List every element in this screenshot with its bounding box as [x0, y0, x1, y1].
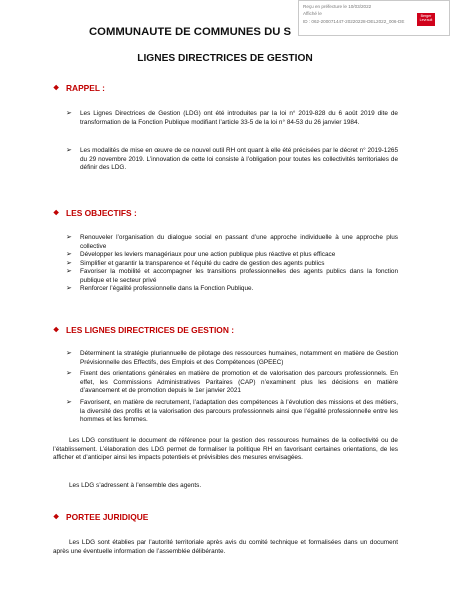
arrow-bullet-icon: ➢ — [66, 285, 72, 292]
rappel-list — [66, 147, 398, 173]
diamond-bullet-icon: ❖ — [53, 514, 60, 521]
arrow-bullet-icon: ➢ — [66, 234, 72, 241]
section-heading-text: LES OBJECTIFS : — [66, 208, 137, 218]
section-heading-text: LES LIGNES DIRECTRICES DE GESTION : — [66, 325, 234, 335]
diamond-bullet-icon: ❖ — [53, 327, 60, 334]
arrow-bullet-icon: ➢ — [66, 370, 72, 377]
list-item: ➢ Les Lignes Directrices de Gestion (LDG) ont été introduites par la loi n° 2019-828 du 6 août 2019 dite de transformation de la Fonction Publique modifiant l’article 33-5 de la loi n° 84-53 du 26 janvier 1984. — [66, 110, 398, 126]
arrow-bullet-icon: ➢ — [66, 110, 72, 117]
diamond-bullet-icon: ❖ — [53, 210, 60, 217]
list-item: ➢ Favorisent, en matière de recrutement, l’adaptation des compétences à l’évolution des missions et des métiers, la diversité des profils et la valorisation des parcours professionnels ainsi que l’égalité professionnelle entre les hommes et les femmes. — [66, 399, 398, 423]
document-title: COMMUNAUTE DE COMMUNES DU S — [89, 26, 292, 38]
list-item: ➢ Simplifier et garantir la transparence et l’équité du cadre de gestion des agents publics — [66, 259, 325, 267]
stamp-received-line: Reçu en préfecture le 10/03/2022 — [303, 4, 372, 9]
section-heading-rappel — [53, 83, 105, 93]
ldg-text-with-sup: Fixent des orientations générales en matière de promotion et de valorisation des parcours professionnels. En effet, les Commissions Administratives Paritaires (CAP) n’examinent plus les décisions en matière d’avancement et de promotion depuis le 1er janvier 2021 — [80, 370, 398, 394]
lignes-list — [66, 350, 398, 367]
prefecture-stamp — [298, 0, 450, 36]
berger-levrault-logo: Berger Levrault — [417, 13, 435, 26]
objectifs-list — [66, 234, 398, 294]
arrow-bullet-icon: ➢ — [66, 259, 72, 267]
ldg-audience-paragraph: Les LDG s’adressent à l’ensemble des agents. — [69, 482, 202, 489]
list-item — [66, 370, 398, 396]
stamp-posted-line: Affiché le — [303, 11, 322, 17]
lignes-list — [66, 399, 398, 425]
arrow-bullet-icon: ➢ — [66, 251, 72, 258]
list-item: ➢ Les modalités de mise en œuvre de ce nouvel outil RH ont quant à elle été précisées par le décret n° 2019-1265 du 29 novembre 2019. L’innovation de cette loi consiste à l’obligation pour toutes les collectivités territoriales de définir des LDG. — [66, 147, 399, 171]
list-item: ➢ Renforcer l’égalité professionnelle dans la Fonction Publique. — [66, 285, 254, 292]
arrow-bullet-icon: ➢ — [66, 147, 72, 154]
ldg-reference-paragraph: Les LDG constituent le document de référence pour la gestion des ressources humaines de la collectivité ou de l’établissement. L’élaboration des LDG permet de formaliser la politique RH en favorisant certaines orientations, de les afficher et d’anticiper ainsi les impacts potentiels et prévisibles des mesures envisagées. — [53, 437, 398, 461]
section-heading-objectifs — [53, 208, 137, 218]
arrow-bullet-icon: ➢ — [66, 350, 72, 357]
section-heading-text: RAPPEL : — [66, 83, 105, 93]
list-item: ➢ Renouveler l’organisation du dialogue social en passant d’une approche individuelle à une approche plus collective — [66, 234, 398, 250]
arrow-bullet-icon: ➢ — [66, 268, 72, 275]
section-heading-text: PORTEE JURIDIQUE — [66, 512, 149, 522]
section-heading-portee-juridique — [53, 512, 148, 522]
list-item: ➢ Favoriser la mobilité et accompagner les transitions professionnelles des agents publics dans la fonction publique et le secteur privé — [66, 268, 398, 284]
arrow-bullet-icon: ➢ — [66, 399, 72, 406]
portee-juridique-paragraph: Les LDG sont établies par l’autorité territoriale après avis du comité technique et formalisées dans un document après une éventuelle information de l’assemblée délibérante. — [53, 539, 398, 555]
rappel-list — [66, 110, 398, 127]
stamp-id-line: ID : 062-200071447-20220228-DEL2022_006-DE — [303, 18, 405, 24]
section-heading-lignes-directrices — [53, 325, 234, 335]
list-item: ➢ Déterminent la stratégie pluriannuelle de pilotage des ressources humaines, notamment en matière de Gestion Prévisionnelle des Effectifs, des Emplois et des Compétences (GPEEC) — [66, 350, 398, 366]
lignes-list — [66, 370, 398, 396]
diamond-bullet-icon: ❖ — [53, 85, 60, 92]
document-subtitle: LIGNES DIRECTRICES DE GESTION — [137, 53, 313, 64]
list-item: ➢ Développer les leviers managériaux pour une action publique plus réactive et plus efficace — [66, 251, 336, 258]
